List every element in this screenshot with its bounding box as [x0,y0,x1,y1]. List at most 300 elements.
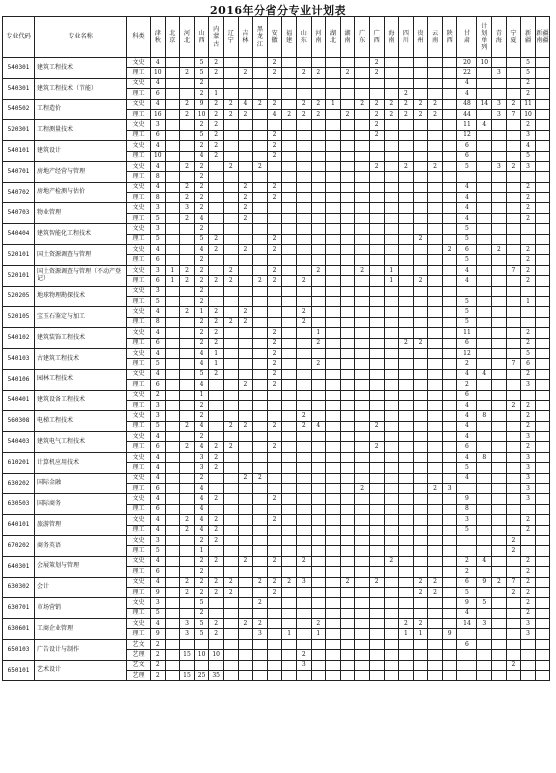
table-row [3,265,550,275]
quota-cell: 5 [521,151,536,161]
quota-cell [253,515,268,525]
quota-cell [296,224,311,234]
quota-cell [355,504,370,514]
quota-cell: 3 [521,629,536,639]
quota-cell [253,359,268,369]
quota-cell [311,639,326,649]
quota-cell [399,411,414,421]
quota-cell [399,671,414,681]
quota-cell [340,421,355,431]
category-cell: 理工 [127,172,151,182]
table-row [3,99,550,109]
quota-cell [326,567,341,577]
quota-cell [311,515,326,525]
quota-cell [492,598,507,608]
quota-cell [492,172,507,182]
quota-cell [428,172,443,182]
quota-cell [399,359,414,369]
quota-cell: 2 [223,265,238,275]
category-cell: 理工 [127,151,151,161]
quota-cell [253,421,268,431]
quota-cell [267,89,282,99]
quota-cell [413,504,428,514]
quota-cell: 2 [238,421,253,431]
quota-cell: 12 [457,130,477,140]
quota-cell [238,161,253,171]
quota-cell [399,151,414,161]
quota-cell [223,141,238,151]
extra-cell [535,317,549,327]
quota-cell [267,286,282,296]
quota-cell: 4 [194,348,209,358]
quota-cell [282,359,297,369]
quota-cell [326,317,341,327]
quota-cell [209,484,224,494]
quota-cell [506,390,521,400]
quota-cell [492,182,507,192]
quota-cell [326,141,341,151]
quota-cell: 2 [296,650,311,660]
extra-cell [535,99,549,109]
quota-cell [340,535,355,545]
quota-cell: 2 [267,421,282,431]
quota-cell: 2 [267,68,282,78]
quota-cell [282,473,297,483]
quota-cell [399,577,414,587]
quota-cell [442,234,457,244]
quota-cell: 2 [296,411,311,421]
quota-cell [384,161,399,171]
quota-cell: 2 [194,577,209,587]
quota-cell: 2 [194,296,209,306]
quota-cell [326,598,341,608]
quota-cell [442,504,457,514]
category-cell: 理工 [127,525,151,535]
quota-cell: 6 [457,442,477,452]
quota-cell [238,442,253,452]
quota-cell [442,151,457,161]
quota-cell [282,535,297,545]
quota-cell: 7 [506,265,521,275]
quota-cell [267,390,282,400]
extra-cell [535,348,549,358]
quota-cell: 2 [267,338,282,348]
quota-cell [442,203,457,213]
quota-cell [442,307,457,317]
quota-cell [238,546,253,556]
quota-cell: 1 [311,328,326,338]
quota-cell: 2 [238,307,253,317]
quota-cell [326,276,341,286]
quota-cell [340,234,355,244]
quota-cell [296,442,311,452]
quota-cell [165,639,180,649]
quota-cell [296,608,311,618]
extra-cell [535,182,549,192]
quota-cell [413,660,428,670]
quota-cell [253,109,268,119]
quota-cell [384,660,399,670]
quota-cell [165,151,180,161]
category-cell: 理工 [127,421,151,431]
quota-cell [165,442,180,452]
quota-cell: 2 [223,99,238,109]
quota-cell [296,234,311,244]
quota-cell [399,546,414,556]
quota-cell [492,567,507,577]
quota-cell: 3 [180,619,195,629]
quota-cell [223,650,238,660]
quota-cell [355,525,370,535]
quota-cell [238,390,253,400]
extra-cell [535,58,549,68]
quota-cell: 3 [151,224,166,234]
quota-cell [165,68,180,78]
quota-cell [340,556,355,566]
quota-cell [477,276,492,286]
quota-cell [384,58,399,68]
quota-cell [326,504,341,514]
quota-cell [165,255,180,265]
category-cell: 文史 [127,203,151,213]
quota-cell [296,484,311,494]
quota-cell: 1 [209,348,224,358]
quota-cell: 2 [194,317,209,327]
quota-cell: 4 [151,619,166,629]
quota-cell [253,89,268,99]
quota-cell [428,203,443,213]
quota-cell [282,213,297,223]
quota-cell [369,369,384,379]
quota-cell [311,286,326,296]
quota-cell [311,671,326,681]
quota-cell [326,245,341,255]
quota-cell [238,671,253,681]
quota-cell [180,452,195,462]
quota-cell: 3 [492,68,507,78]
quota-cell [340,317,355,327]
quota-cell [384,608,399,618]
quota-cell: 2 [428,577,443,587]
quota-cell: 3 [296,660,311,670]
quota-cell [267,629,282,639]
quota-cell: 2 [209,587,224,597]
quota-cell [413,484,428,494]
quota-cell [442,338,457,348]
quota-cell [428,58,443,68]
quota-cell: 4 [457,276,477,286]
quota-cell [442,99,457,109]
header-province: 云 南 [428,17,443,58]
quota-cell [282,421,297,431]
quota-cell [267,307,282,317]
quota-cell: 5 [457,224,477,234]
quota-cell [355,587,370,597]
quota-cell: 4 [194,380,209,390]
quota-cell [384,286,399,296]
category-cell: 理工 [127,504,151,514]
quota-cell [223,463,238,473]
quota-cell [326,380,341,390]
major-code: 560308 [3,411,35,432]
quota-cell [442,608,457,618]
category-cell: 文史 [127,161,151,171]
quota-cell: 2 [194,411,209,421]
quota-cell [238,276,253,286]
extra-cell [535,629,549,639]
quota-cell [492,276,507,286]
quota-cell [369,619,384,629]
category-cell: 理工 [127,255,151,265]
quota-cell [413,671,428,681]
quota-cell: 2 [521,587,536,597]
quota-cell [369,328,384,338]
quota-cell: 2 [194,535,209,545]
quota-cell [340,546,355,556]
quota-cell [384,484,399,494]
quota-cell [311,245,326,255]
quota-cell: 2 [413,619,428,629]
quota-cell [326,411,341,421]
category-cell: 理工 [127,68,151,78]
quota-cell [355,390,370,400]
quota-cell [296,535,311,545]
quota-cell [477,130,492,140]
quota-cell [296,400,311,410]
quota-cell [428,213,443,223]
quota-cell [477,535,492,545]
quota-cell: 8 [457,504,477,514]
quota-cell: 1 [521,296,536,306]
quota-cell: 2 [223,442,238,452]
quota-cell: 3 [180,203,195,213]
extra-cell [535,400,549,410]
category-cell: 文史 [127,286,151,296]
quota-cell [492,525,507,535]
quota-cell [267,255,282,265]
quota-cell [180,608,195,618]
quota-cell [384,598,399,608]
header-province: 北 京 [165,17,180,58]
major-name: 建筑电气工程技术 [35,432,127,453]
extra-cell [535,172,549,182]
quota-cell [521,286,536,296]
major-code: 520205 [3,286,35,307]
major-code: 520101 [3,245,35,266]
quota-cell [326,442,341,452]
quota-cell [223,359,238,369]
quota-cell: 3 [151,411,166,421]
quota-cell [209,598,224,608]
quota-cell [296,296,311,306]
quota-cell: 4 [151,432,166,442]
quota-cell: 2 [267,245,282,255]
quota-cell [253,120,268,130]
quota-cell [492,369,507,379]
quota-cell: 3 [521,494,536,504]
quota-cell: 6 [521,359,536,369]
header-province: 黑 龙 江 [253,17,268,58]
quota-cell [296,348,311,358]
quota-cell [340,245,355,255]
quota-cell [399,452,414,462]
quota-cell [282,390,297,400]
quota-cell [477,348,492,358]
quota-cell [253,660,268,670]
quota-cell [209,182,224,192]
quota-cell: 2 [194,89,209,99]
quota-cell [282,307,297,317]
quota-cell [399,515,414,525]
quota-cell: 10 [194,109,209,119]
category-cell: 文史 [127,452,151,462]
quota-cell [477,463,492,473]
quota-cell: 2 [194,203,209,213]
quota-cell [326,463,341,473]
quota-cell: 2 [413,577,428,587]
quota-cell [399,525,414,535]
quota-cell [282,193,297,203]
quota-cell [442,141,457,151]
quota-cell: 6 [457,639,477,649]
quota-cell [355,120,370,130]
quota-cell [311,369,326,379]
quota-cell [477,338,492,348]
quota-cell: 2 [209,58,224,68]
category-cell: 理工 [127,193,151,203]
quota-cell [253,182,268,192]
quota-cell: 2 [194,286,209,296]
quota-cell: 2 [209,494,224,504]
quota-cell [399,587,414,597]
quota-cell [326,473,341,483]
quota-cell [384,359,399,369]
quota-cell [267,400,282,410]
quota-cell [311,546,326,556]
table-row [3,78,550,88]
quota-cell: 3 [521,161,536,171]
quota-cell: 2 [399,619,414,629]
quota-cell [238,78,253,88]
quota-cell [282,203,297,213]
quota-cell: 3 [521,130,536,140]
quota-cell: 2 [209,307,224,317]
quota-cell: 2 [209,317,224,327]
quota-cell [506,619,521,629]
quota-cell [355,58,370,68]
quota-cell [326,307,341,317]
quota-cell [223,556,238,566]
major-name: 商务英语 [35,535,127,556]
quota-cell [253,255,268,265]
quota-cell [165,328,180,338]
quota-cell [477,328,492,338]
quota-cell [223,390,238,400]
quota-cell: 2 [194,473,209,483]
quota-cell: 2 [151,650,166,660]
quota-cell [311,89,326,99]
quota-cell [413,89,428,99]
quota-cell [477,525,492,535]
quota-cell: 44 [457,109,477,119]
quota-cell: 2 [209,556,224,566]
quota-cell [442,619,457,629]
extra-cell [535,484,549,494]
quota-cell [223,598,238,608]
quota-cell [492,130,507,140]
quota-cell [223,535,238,545]
quota-cell [399,504,414,514]
quota-cell: 5 [151,546,166,556]
quota-cell [165,369,180,379]
quota-cell [223,68,238,78]
extra-cell [535,567,549,577]
quota-cell: 4 [151,78,166,88]
quota-cell [282,172,297,182]
quota-cell [311,452,326,462]
quota-cell [492,338,507,348]
quota-cell [282,598,297,608]
quota-cell: 2 [180,515,195,525]
quota-cell [492,473,507,483]
quota-cell [340,89,355,99]
quota-cell [311,463,326,473]
header-province: 贵 州 [413,17,428,58]
quota-cell: 2 [413,234,428,244]
quota-cell: 4 [151,307,166,317]
quota-cell: 3 [477,619,492,629]
quota-cell [267,567,282,577]
quota-cell [442,639,457,649]
quota-cell [492,639,507,649]
quota-cell [384,255,399,265]
quota-cell: 2 [399,89,414,99]
quota-cell [413,224,428,234]
quota-cell: 14 [457,619,477,629]
quota-cell: 2 [238,317,253,327]
quota-cell: 3 [521,484,536,494]
quota-cell: 4 [521,141,536,151]
quota-cell: 2 [428,109,443,119]
category-cell: 理工 [127,276,151,286]
quota-cell [340,286,355,296]
quota-cell: 2 [209,234,224,244]
quota-cell: 15 [180,650,195,660]
quota-cell: 2 [238,619,253,629]
quota-cell [165,400,180,410]
quota-cell [477,442,492,452]
quota-cell [296,463,311,473]
quota-cell [477,151,492,161]
quota-cell [442,182,457,192]
quota-cell [267,411,282,421]
quota-cell: 5 [194,629,209,639]
category-cell: 文史 [127,182,151,192]
quota-cell: 6 [457,338,477,348]
quota-cell [428,629,443,639]
table-row [3,515,550,525]
quota-cell [506,172,521,182]
quota-cell [326,224,341,234]
quota-cell [326,172,341,182]
quota-cell [340,213,355,223]
quota-cell [442,224,457,234]
quota-cell [399,255,414,265]
quota-cell [267,296,282,306]
quota-cell: 4 [151,494,166,504]
quota-cell [223,608,238,618]
quota-cell [223,338,238,348]
